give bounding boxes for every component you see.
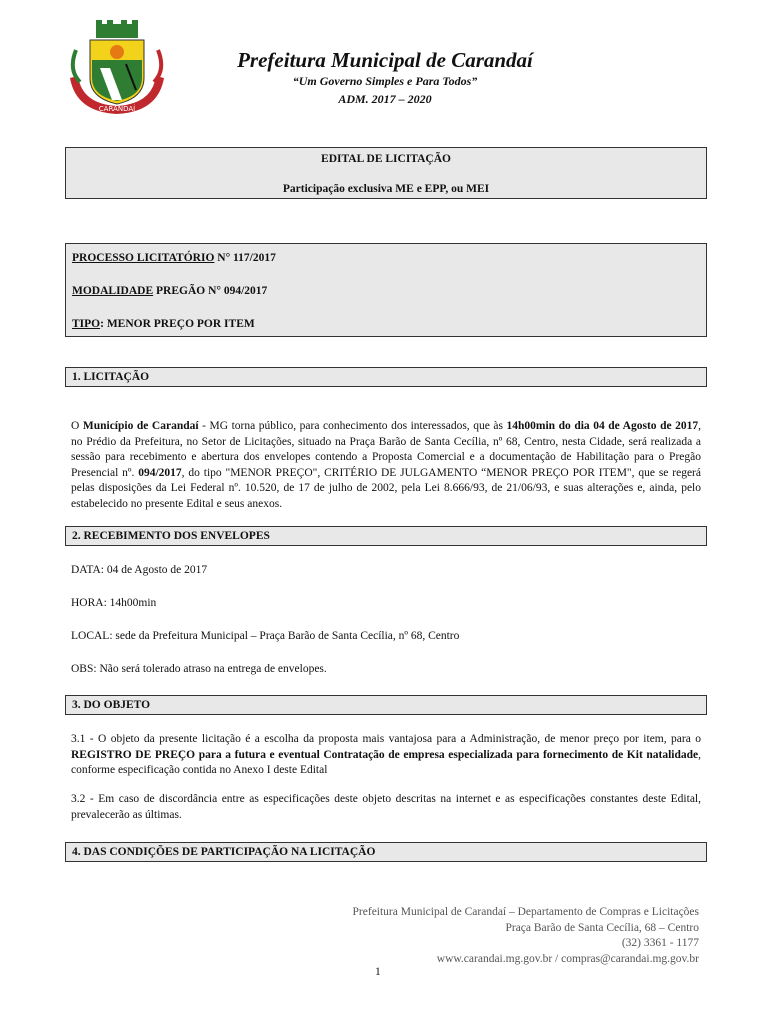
- section-licitacao-heading: 1. LICITAÇÃO: [65, 367, 707, 387]
- edital-box: [65, 147, 707, 199]
- text-run-bold: Município de Carandaí: [82, 420, 199, 432]
- tipo-label: TIPO: [72, 318, 101, 330]
- recebimento-data: DATA: 04 de Agosto de 2017: [71, 564, 208, 576]
- text-run: , conforme especificação contida no Anexo I deste Edital: [71, 748, 701, 777]
- processo-box: [65, 243, 707, 337]
- text-run-bold: REGISTRO DE PREÇO para a futura e eventual Contratação de empresa especializada para fornecimento de Kit natalidade: [71, 748, 699, 761]
- recebimento-obs: OBS: Não será tolerado atraso na entrega de envelopes.: [71, 663, 327, 675]
- text-run: 3.1 - O objeto da presente licitação é a escolha da proposta mais vantajosa para a Administração, de menor preço por item, para o: [71, 733, 701, 745]
- text-run: , no Prédio da Prefeitura, no Setor de Licitações, situado na Praça Barão de Santa Cecília, nº 68, Centro, nesta Cidade, será realizada a sessão para recebimento e abertura dos envelopes contendo a Proposta Comercial e a documentação de Habilitação para o Pregão Presencial nº.: [71, 420, 701, 479]
- text-run: - MG torna público, para conhecimento dos interessados, que às: [198, 420, 507, 432]
- processo-row: [72, 252, 276, 264]
- licitacao-paragraph: [71, 419, 701, 513]
- modalidade-value: PREGÃO N° 094/2017: [153, 285, 268, 297]
- processo-label: PROCESSO LICITATÓRIO: [72, 252, 215, 264]
- objeto-paragraph-3-1: [71, 732, 701, 779]
- edital-subtitle: Participação exclusiva ME e EPP, ou MEI: [282, 183, 490, 195]
- page-number: 1: [375, 966, 381, 978]
- footer-line-4: www.carandai.mg.gov.br / compras@carandai.mg.gov.br: [436, 952, 699, 965]
- section-condicoes-heading: 4. DAS CONDIÇÕES DE PARTICIPAÇÃO NA LICITAÇÃO: [65, 842, 707, 862]
- recebimento-hora: HORA: 14h00min: [71, 597, 157, 609]
- header-title: Prefeitura Municipal de Carandaí: [237, 48, 533, 72]
- page-footer: [353, 905, 699, 967]
- text-run: , do tipo "MENOR PREÇO", CRITÉRIO DE JULGAMENTO “MENOR PREÇO POR ITEM", que se regerá pelas disposições da Lei Federal nº. 10.520, de 17 de julho de 2002, pela Lei 8.666/93, de 21/06/93, e suas alterações e, ainda, pelo estabelecido no presente Edital e seus anexos.: [71, 466, 701, 510]
- recebimento-local: LOCAL: sede da Prefeitura Municipal – Praça Barão de Santa Cecília, nº 68, Centro: [71, 630, 460, 642]
- tipo-row: [72, 318, 255, 330]
- modalidade-label: MODALIDADE: [72, 285, 154, 297]
- crest-ribbon-text: CARANDAÍ: [98, 105, 136, 113]
- footer-line-1: Prefeitura Municipal de Carandaí – Departamento de Compras e Licitações: [352, 906, 699, 918]
- section-objeto-heading: 3. DO OBJETO: [65, 695, 707, 715]
- header-adm: ADM. 2017 – 2020: [338, 92, 432, 106]
- edital-title: EDITAL DE LICITAÇÃO: [321, 153, 451, 165]
- text-run: O: [71, 420, 83, 432]
- section-recebimento-heading: 2. RECEBIMENTO DOS ENVELOPES: [65, 526, 707, 546]
- objeto-paragraph-3-2: 3.2 - Em caso de discordância entre as especificações deste objeto descritas na internet e as especificações constantes deste Edital, prevalecerão as últimas.: [71, 793, 701, 821]
- footer-line-2: Praça Barão de Santa Cecília, 68 – Centro: [505, 921, 699, 934]
- header-motto: “Um Governo Simples e Para Todos”: [292, 74, 478, 88]
- text-run-bold: 14h00min do dia 04 de Agosto de 2017: [506, 420, 699, 432]
- processo-value: N° 117/2017: [214, 252, 276, 264]
- footer-line-3: (32) 3361 - 1177: [621, 937, 699, 949]
- text-run-bold: 094/2017: [138, 466, 182, 479]
- modalidade-row: [72, 285, 267, 297]
- tipo-value: : MENOR PREÇO POR ITEM: [100, 318, 255, 330]
